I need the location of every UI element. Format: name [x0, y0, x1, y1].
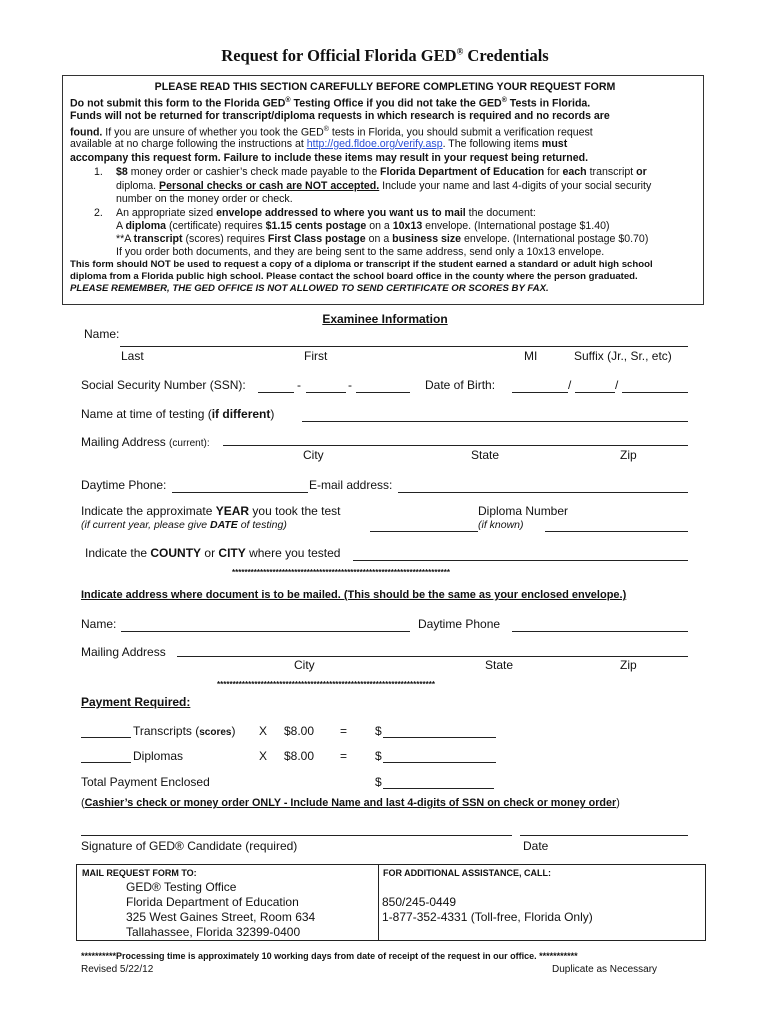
email-field[interactable] — [398, 492, 688, 493]
diploma-number-label: Diploma Number — [478, 504, 569, 518]
times-sign: X — [259, 749, 268, 763]
mi-label: MI — [524, 349, 538, 363]
mail-to-address-field[interactable] — [177, 656, 688, 657]
item-1-line-2: diploma. Personal checks or cash are NOT accepted. Include your name and last 4-digits of your social security — [116, 180, 652, 192]
revised-date: Revised 5/22/12 — [81, 964, 154, 975]
instructions-line-1: Do not submit this form to the Florida GED® Testing Office if you did not take the GED® Tests in Florida. — [70, 97, 591, 110]
mail-to-heading: Indicate address where document is to be mailed. (This should be the same as your enclosed envelope.) — [81, 589, 627, 601]
signature-label: Signature of GED® Candidate (required) — [81, 839, 298, 853]
zip-label: Zip — [620, 448, 637, 462]
instructions-heading: PLEASE READ THIS SECTION CAREFULLY BEFORE COMPLETING YOUR REQUEST FORM — [154, 81, 616, 93]
ssn-dash: - — [297, 378, 301, 392]
date-label: Date — [523, 839, 549, 853]
diplomas-amount-field[interactable] — [383, 762, 496, 763]
suffix-label: Suffix (Jr., Sr., etc) — [574, 349, 672, 363]
processing-note: **********Processing time is approximately 10 working days from date of receipt of the request in our office. *********** — [81, 951, 578, 961]
city-label: City — [303, 448, 324, 462]
total-payment-label: Total Payment Enclosed — [81, 775, 210, 789]
mail-to-name-field[interactable] — [121, 631, 410, 632]
item-2-line-2: A diploma (certificate) requires $1.15 cents postage on a 10x13 envelope. (International postage $1.40) — [116, 220, 610, 232]
item-1-line-3: number on the money order or check. — [116, 193, 293, 205]
mail-to-state-label: State — [485, 658, 514, 672]
mailing-address-label: Mailing Address (current): — [81, 435, 210, 449]
ssn-part-1-field[interactable] — [258, 392, 294, 393]
mail-to-phone-field[interactable] — [512, 631, 688, 632]
ssn-dash: - — [348, 378, 352, 392]
diplomas-quantity-field[interactable] — [81, 762, 131, 763]
assistance-heading: FOR ADDITIONAL ASSISTANCE, CALL: — [383, 868, 551, 878]
address-line-2: Florida Department of Education — [126, 895, 299, 909]
name-at-testing-field[interactable] — [302, 421, 688, 422]
footnote-line-3: PLEASE REMEMBER, THE GED OFFICE IS NOT ALLOWED TO SEND CERTIFICATE OR SCORES BY FAX. — [70, 283, 549, 294]
payment-heading: Payment Required: — [81, 695, 191, 709]
county-field[interactable] — [353, 560, 688, 561]
mail-request-heading: MAIL REQUEST FORM TO: — [82, 868, 197, 878]
date-field[interactable] — [520, 835, 688, 836]
mail-to-name-label: Name: — [81, 617, 117, 631]
assistance-phone-2: 1-877-352-4331 (Toll-free, Florida Only) — [382, 910, 593, 924]
transcripts-quantity-field[interactable] — [81, 737, 131, 738]
examinee-name-field[interactable] — [120, 346, 688, 347]
dob-day-field[interactable] — [575, 392, 615, 393]
mailing-address-field[interactable] — [223, 445, 688, 446]
equals-sign: = — [340, 749, 348, 763]
dob-month-field[interactable] — [512, 392, 568, 393]
dob-slash: / — [568, 378, 572, 392]
unit-price: $8.00 — [284, 749, 315, 763]
daytime-phone-label: Daytime Phone: — [81, 478, 167, 492]
instructions-line-2: Funds will not be returned for transcript/diploma requests in which research is required and no records are — [70, 110, 610, 122]
address-line-3: 325 West Gaines Street, Room 634 — [126, 910, 316, 924]
instructions-line-4: available at no charge following the instructions at http://ged.fldoe.org/verify.asp. The following items must — [70, 138, 568, 150]
ssn-part-2-field[interactable] — [306, 392, 346, 393]
times-sign: X — [259, 724, 268, 738]
mail-to-address-label: Mailing Address — [81, 645, 166, 659]
ssn-part-3-field[interactable] — [356, 392, 410, 393]
footnote-line-1: This form should NOT be used to request a copy of a diploma or transcript if the student earned a standard or adult high school — [70, 259, 653, 270]
mail-to-zip-label: Zip — [620, 658, 637, 672]
unit-price: $8.00 — [284, 724, 315, 738]
examinee-heading: Examinee Information — [322, 312, 448, 326]
dollar-sign: $ — [375, 775, 382, 789]
dob-label: Date of Birth: — [425, 378, 496, 392]
year-field[interactable] — [370, 531, 478, 532]
last-label: Last — [121, 349, 144, 363]
dob-slash: / — [615, 378, 619, 392]
verify-link[interactable]: http://ged.fldoe.org/verify.asp — [306, 138, 443, 150]
diplomas-label: Diplomas — [133, 749, 184, 763]
duplicate-note: Duplicate as Necessary — [552, 964, 658, 975]
payment-note: (Cashier’s check or money order ONLY - Include Name and last 4-digits of SSN on check or money order) — [81, 797, 620, 809]
address-line-4: Tallahassee, Florida 32399-0400 — [126, 925, 301, 939]
item-1-line-1: $8 money order or cashier’s check made payable to the Florida Department of Education for each transcript or — [116, 166, 647, 178]
year-label: Indicate the approximate YEAR you took the test — [81, 504, 341, 518]
page-title: Request for Official Florida GED® Credentials — [221, 46, 549, 65]
examinee-name-label: Name: — [84, 327, 120, 341]
name-at-testing-label: Name at time of testing (if different) — [81, 407, 275, 421]
item-2-line-1: An appropriate sized envelope addressed to where you want us to mail the document: — [116, 207, 536, 219]
mail-to-phone-label: Daytime Phone — [418, 617, 501, 631]
separator-stars: ********************************************************************** — [217, 680, 435, 689]
email-label: E-mail address: — [309, 478, 393, 492]
separator-stars: ********************************************************************** — [232, 568, 450, 577]
total-payment-field[interactable] — [383, 788, 494, 789]
transcripts-amount-field[interactable] — [383, 737, 496, 738]
transcripts-label: Transcripts (scores) — [133, 724, 236, 738]
dollar-sign: $ — [375, 749, 382, 763]
first-label: First — [304, 349, 328, 363]
county-label: Indicate the COUNTY or CITY where you tested — [85, 546, 341, 560]
assistance-phone-1: 850/245-0449 — [382, 895, 457, 909]
address-line-1: GED® Testing Office — [126, 880, 237, 894]
signature-field[interactable] — [81, 835, 512, 836]
daytime-phone-field[interactable] — [172, 492, 308, 493]
dob-year-field[interactable] — [622, 392, 688, 393]
if-known-label: (if known) — [478, 519, 524, 531]
item-2-number: 2. — [94, 207, 103, 219]
ssn-label: Social Security Number (SSN): — [81, 378, 246, 392]
instructions-line-3: found. If you are unsure of whether you took the GED® tests in Florida, you should submit a verification request — [70, 126, 593, 139]
item-2-line-4: If you order both documents, and they are being sent to the same address, send only a 10x13 envelope. — [116, 246, 605, 258]
state-label: State — [471, 448, 500, 462]
item-1-number: 1. — [94, 166, 103, 178]
item-2-line-3: **A transcript (scores) requires First Class postage on a business size envelope. (International postage $0.70) — [116, 233, 649, 245]
dollar-sign: $ — [375, 724, 382, 738]
instructions-line-5: accompany this request form. Failure to include these items may result in your request being returned. — [70, 152, 589, 164]
year-sub-label: (if current year, please give DATE of testing) — [81, 519, 287, 531]
mail-to-city-label: City — [294, 658, 315, 672]
equals-sign: = — [340, 724, 348, 738]
diploma-number-field[interactable] — [545, 531, 688, 532]
footnote-line-2: diploma from a Florida public high school. Please contact the school board office in the county where the person graduated. — [70, 271, 638, 282]
